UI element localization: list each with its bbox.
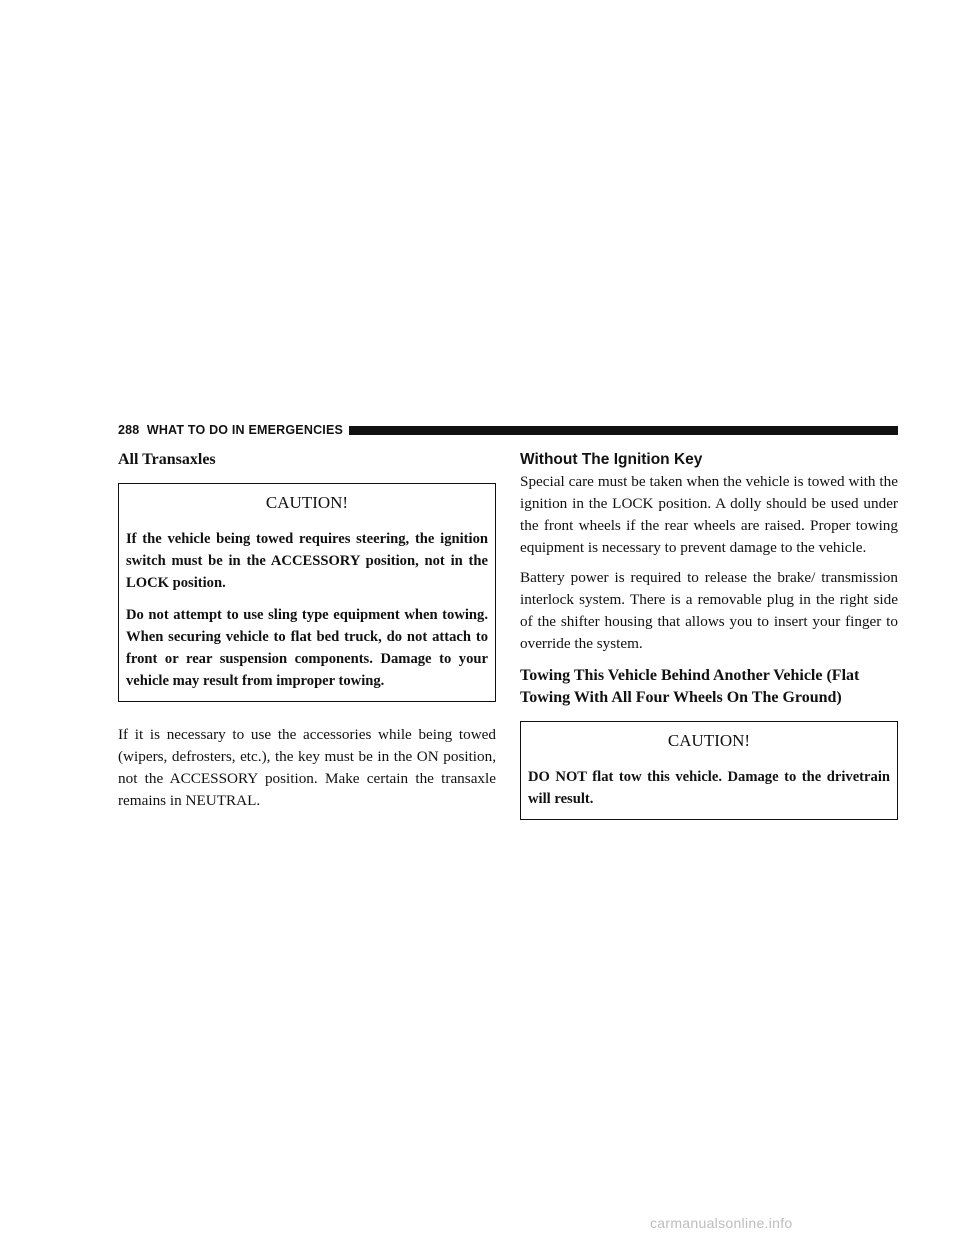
body-paragraph: Special care must be taken when the vehicle is towed with the ignition in the LOCK position. A dolly should be used under the front wheels if the rear wheels are raised. Proper towing equipment is necessary to prevent damage to the vehicle. (520, 473, 898, 556)
caution-box-steering (118, 483, 496, 702)
page-number: 288 (118, 423, 140, 437)
all-transaxles-heading: All Transaxles (118, 451, 216, 468)
watermark: carmanualsonline.info (650, 1215, 793, 1231)
caution-paragraph: DO NOT flat tow this vehicle. Damage to the drivetrain will result. (528, 769, 890, 807)
section-title: WHAT TO DO IN EMERGENCIES (146, 423, 344, 437)
right-column (520, 449, 898, 820)
caution-paragraph: Do not attempt to use sling type equipment when towing. When securing vehicle to flat bed truck, do not attach to front or rear suspension components. Damage to your vehicle may result from improper towing. (126, 607, 488, 689)
body-paragraph: Battery power is required to release the brake/ transmission interlock system. There is a removable plug in the right side of the shifter housing that allows you to insert your finger to override the system. (520, 569, 898, 652)
caution-title: CAUTION! (667, 731, 751, 750)
caution-box-flat-tow (520, 721, 898, 820)
caution-paragraph: If the vehicle being towed requires steering, the ignition switch must be in the ACCESSORY position, not in the LOCK position. (126, 531, 488, 591)
without-ignition-key-heading: Without The Ignition Key (520, 451, 703, 468)
accessories-paragraph: If it is necessary to use the accessories while being towed (wipers, defrosters, etc.), the key must be in the ON position, not the ACCESSORY position. Make certain the transaxle remains in NEUTRAL. (118, 726, 496, 809)
header-rule (349, 426, 898, 435)
page-header (118, 421, 898, 439)
caution-title: CAUTION! (265, 493, 349, 512)
left-column (118, 449, 496, 812)
flat-towing-heading: Towing This Vehicle Behind Another Vehicle (Flat Towing With All Four Wheels On The Ground) (520, 667, 860, 706)
page-header-text (118, 423, 343, 437)
